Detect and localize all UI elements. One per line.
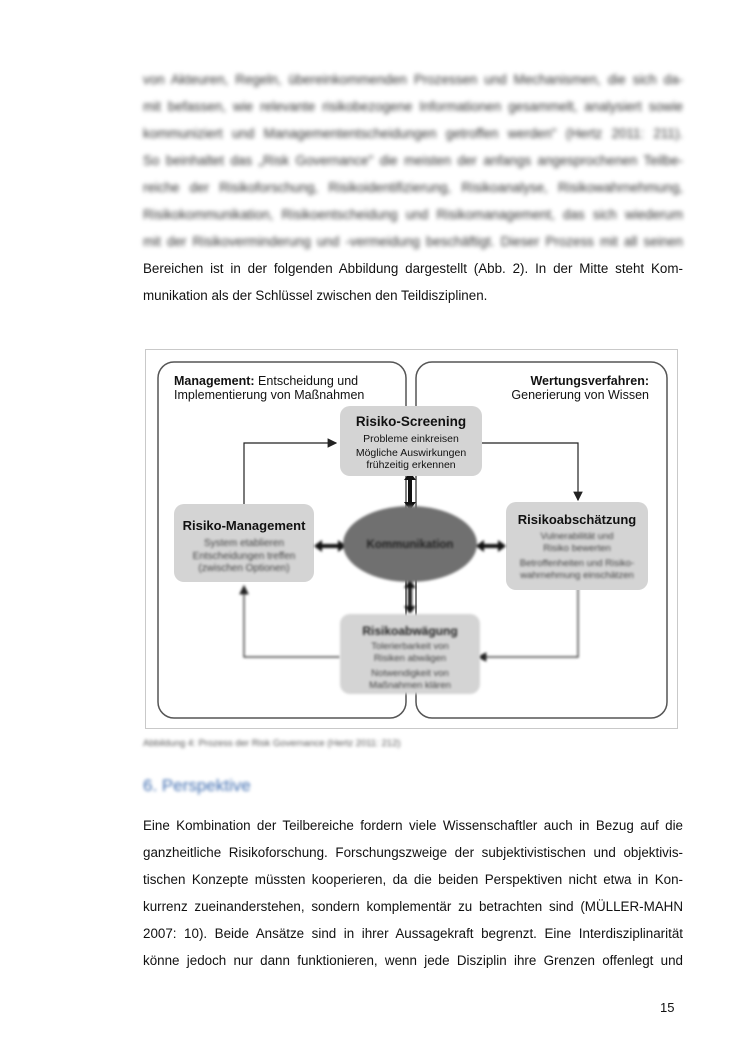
text-line: So beinhaltet das „Risk Governance" die meisten der anfangs angesprochenen Teilbe-: [143, 153, 683, 168]
abschaetzung-line: Betroffenheiten und Risiko-: [519, 558, 635, 569]
section-heading: 6. Perspektive: [143, 776, 251, 795]
risk-governance-figure: [145, 349, 678, 729]
screening-title: Risiko-Screening: [355, 414, 467, 429]
arrow-management-to-screening: [244, 443, 336, 510]
screening-line: Probleme einkreisen: [363, 433, 459, 445]
wertung-panel-label: Wertungsverfahren:: [530, 374, 649, 388]
text-line: kommuniziert und Managemententscheidungen getroffen werden" (Hertz 2011: 211).: [143, 126, 683, 141]
arrow-screening-to-abschaetzung: [480, 443, 578, 500]
text-line: mit der Risikoverminderung und -vermeidung beschäftigt. Dieser Prozess mit all seinen: [143, 234, 683, 249]
management-line: System etablieren: [203, 538, 285, 549]
text-line: 2007: 10). Beide Ansätze sind in ihrer Aussagekraft begrenzt. Eine Interdisziplinarität: [143, 926, 683, 941]
page-number: 15: [660, 1000, 675, 1015]
wertung-panel-label-2: Generierung von Wissen: [511, 388, 649, 402]
management-panel-label: Management: Entscheidung und: [174, 374, 359, 388]
text-line: reiche der Risikoforschung, Risikoidentifizierung, Risikoanalyse, Risikowahrnehmung,: [143, 180, 683, 195]
screening-line: frühzeitig erkennen: [366, 459, 456, 471]
text-line: Eine Kombination der Teilbereiche fordern viele Wissenschaftler auch in Bezug auf die: [143, 818, 683, 833]
text-line: von Akteuren, Regeln, übereinkommenden Prozessen und Mechanismen, die sich da-: [143, 72, 683, 87]
figure-caption: Abbildung 4: Prozess der Risk Governance (Hertz 2011: 212): [143, 738, 401, 749]
abwaegung-title: Risikoabwägung: [362, 624, 458, 638]
abwaegung-line: Risiken abwägen: [373, 653, 447, 664]
abschaetzung-title: Risikoabschätzung: [517, 512, 637, 527]
diagram-svg: [146, 350, 679, 730]
management-title: Risiko-Management: [182, 518, 306, 533]
text-line: tischen Konzepte müssten kooperieren, da die beiden Perspektiven nicht etwa in Kon-: [143, 872, 683, 887]
abschaetzung-line: Risiko bewerten: [543, 543, 611, 554]
text-line: kurrenz zueinanderstehen, sondern komplementär zu betrachten sind (MÜLLER-MAHN: [143, 899, 683, 914]
management-line: (zwischen Optionen): [198, 563, 290, 574]
text-line: Risikokommunikation, Risikoentscheidung und Risikomanagement, das sich wiederum: [143, 207, 683, 222]
abwaegung-line: Tolerierbarkeit von: [371, 641, 449, 652]
management-line: Entscheidungen treffen: [192, 551, 296, 562]
text-line: Bereichen ist in der folgenden Abbildung dargestellt (Abb. 2). In der Mitte steht Kom-: [143, 261, 683, 276]
paragraph-top: [143, 66, 683, 309]
screening-line: Mögliche Auswirkungen: [355, 447, 467, 459]
management-panel-label-2: Implementierung von Maßnahmen: [174, 388, 365, 402]
abwaegung-line: Maßnahmen klären: [369, 680, 451, 691]
text-line: ganzheitliche Risikoforschung. Forschungszweige der subjektivistischen und objektivis-: [143, 845, 683, 860]
arrow-abwaegung-to-management: [244, 586, 340, 657]
arrow-abschaetzung-to-abwaegung: [478, 580, 578, 657]
communication-label: Kommunikation: [366, 539, 454, 551]
abschaetzung-line: wahrnehmung einschätzen: [520, 570, 634, 581]
text-line: munikation als der Schlüssel zwischen den Teildisziplinen.: [143, 288, 488, 303]
text-line: könne jedoch nur dann funktionieren, wenn jede Disziplin ihre Grenzen offenlegt und: [143, 953, 683, 968]
abwaegung-line: Notwendigkeit von: [371, 668, 449, 679]
paragraph-bottom: [143, 812, 683, 974]
abschaetzung-line: Vulnerabilität und: [540, 531, 614, 542]
text-line: mit befassen, wie relevante risikobezogene Informationen gesammelt, analysiert sowie: [143, 99, 683, 114]
